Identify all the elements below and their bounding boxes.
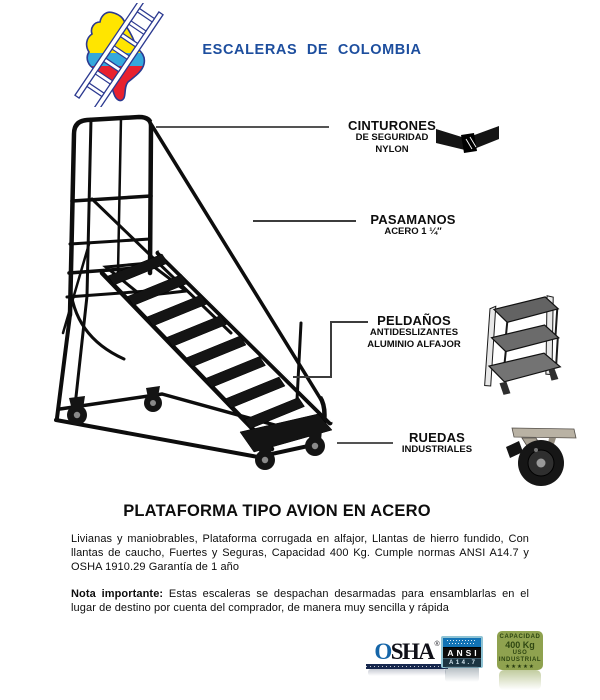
callout-peldanos-line2: ALUMINIO ALFAJOR — [367, 338, 461, 350]
ansi-reflection — [445, 666, 479, 682]
brand-title: ESCALERAS DE COLOMBIA — [202, 42, 422, 58]
callout-peldanos — [357, 314, 471, 350]
callout-ruedas — [383, 431, 491, 456]
colombia-map-shape — [78, 5, 160, 107]
platform-ladder-diagram — [0, 100, 600, 500]
callout-peldanos-title: PELDAÑOS — [377, 313, 451, 328]
ansi-standard: A14.7 — [443, 658, 481, 667]
product-title: PLATAFORMA TIPO AVION EN ACERO — [123, 502, 431, 520]
callout-cinturones — [333, 119, 451, 155]
callout-cinturones-title: CINTURONES — [348, 118, 436, 133]
osha-badge — [366, 641, 448, 669]
callout-ruedas-title: RUEDAS — [408, 430, 466, 445]
capacity-line1: CAPACIDAD — [499, 634, 541, 640]
osha-logo-text: OSHA — [374, 639, 434, 664]
callout-pasamanos — [352, 213, 474, 238]
callout-ruedas-line1: INDUSTRIALES — [401, 444, 473, 455]
capacity-reflection — [499, 670, 541, 690]
steps-module-image — [477, 295, 565, 397]
osha-registered-mark: ® — [434, 641, 440, 648]
note-text: Estas escaleras se despachan desarmadas para ensamblarlas en el lugar de destino por cuenta del comprador, de manera muy sencilla y rápida — [71, 588, 529, 614]
callout-cinturones-line2: NYLON — [375, 143, 409, 155]
capacity-line2: 400 Kg — [505, 640, 535, 650]
product-note — [71, 587, 529, 615]
callout-pasamanos-line1: ACERO 1 ¼″ — [384, 226, 442, 237]
ansi-header-strip — [443, 638, 481, 648]
callout-pasamanos-title: PASAMANOS — [370, 212, 456, 227]
ansi-label: ANSI — [447, 648, 480, 658]
capacity-stars: ★★★★★ — [505, 664, 535, 670]
capacity-badge — [497, 631, 543, 670]
capacity-line3: USO — [512, 650, 528, 656]
industrial-wheel-image — [506, 428, 576, 486]
ansi-badge — [441, 636, 483, 668]
note-label: Nota importante: — [71, 588, 164, 600]
callout-cinturones-line1: DE SEGURIDAD — [355, 132, 429, 143]
product-description: Livianas y maniobrables, Plataforma corrugada en alfajor, Llantas de hierro fundido, Con llantas de caucho, Fuertes y Seguras, Capacidad 400 Kg. Cumple normas ANSI A14.7 y OSHA 1910.29 Garantía de 1 año — [71, 533, 529, 573]
colombia-ladder-logo — [72, 3, 166, 107]
callout-peldanos-line1: ANTIDESLIZANTES — [369, 327, 459, 338]
capacity-line4: INDUSTRIAL — [498, 657, 542, 663]
osha-reflection — [368, 669, 446, 676]
